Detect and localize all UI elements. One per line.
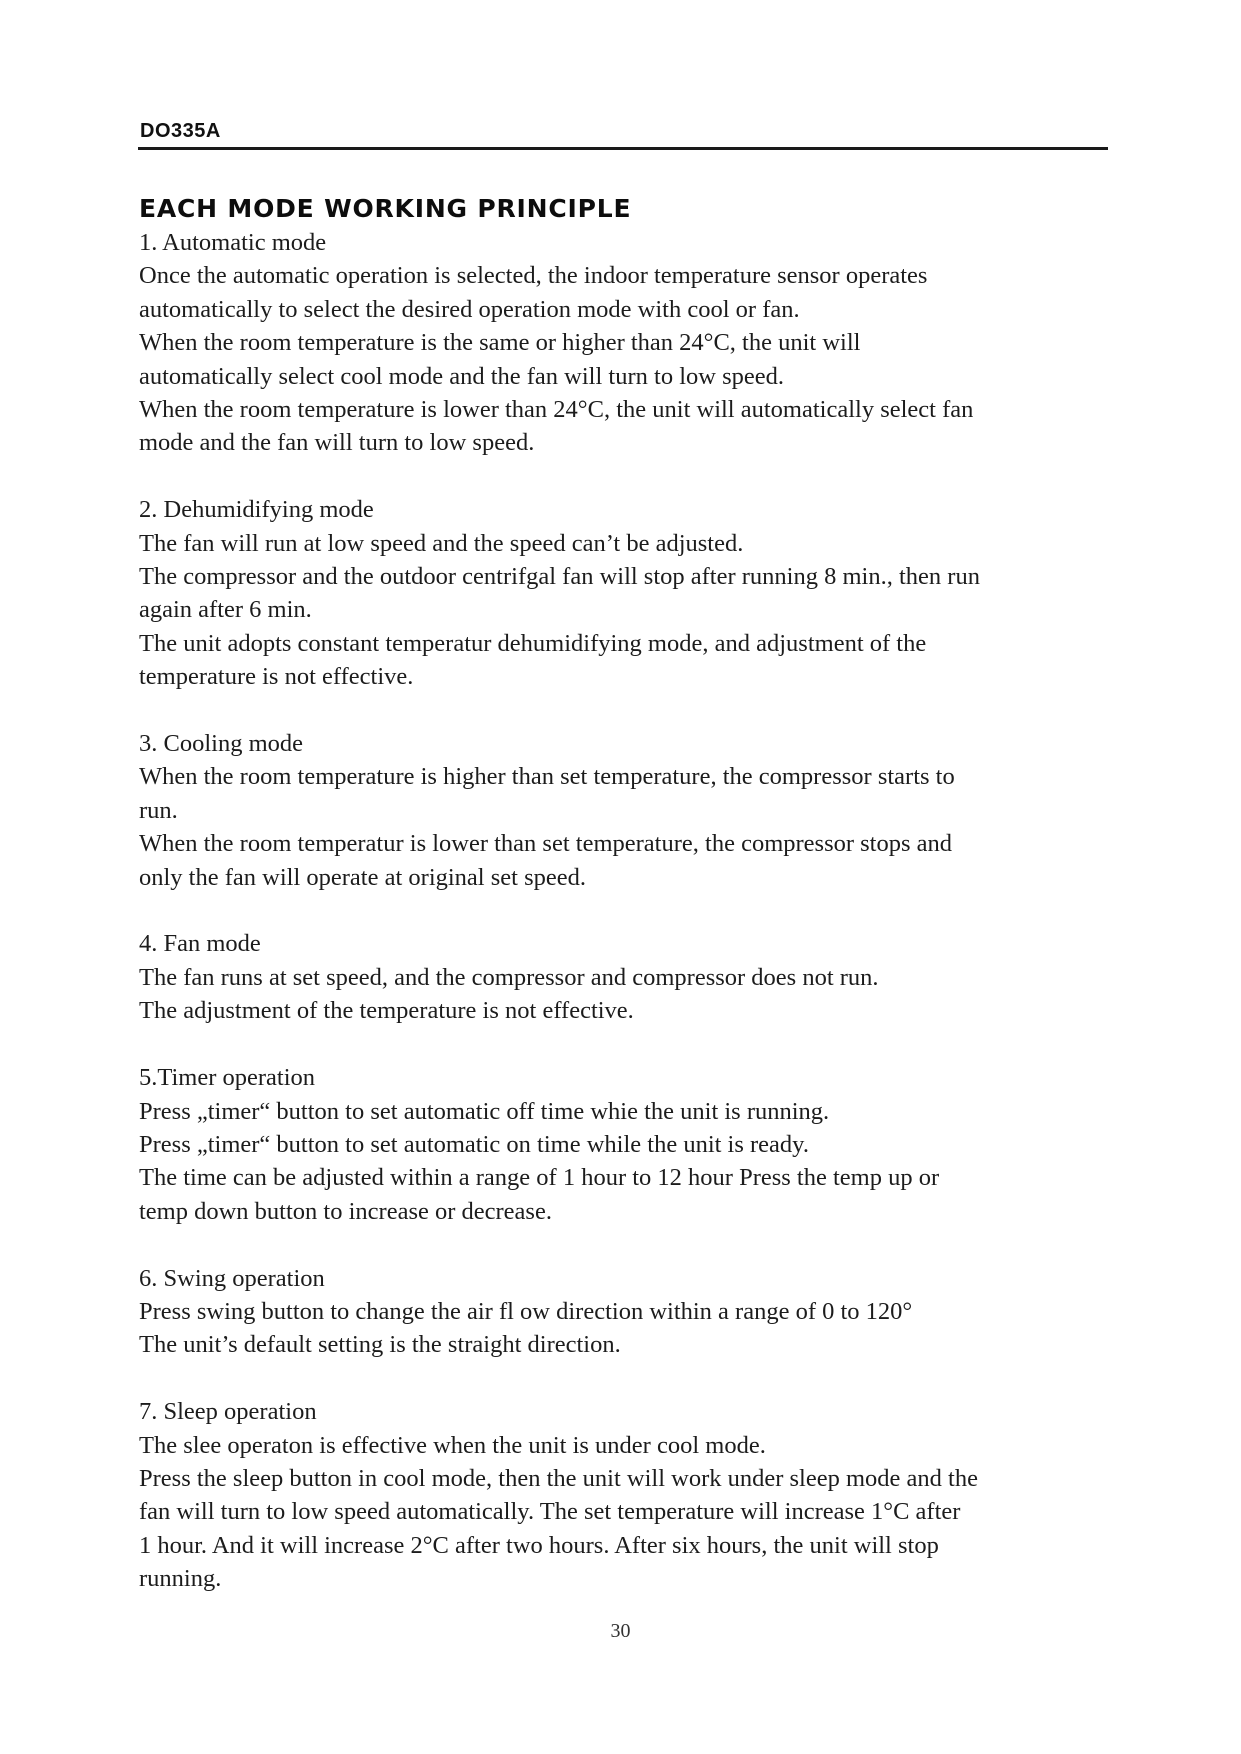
paragraph-line: The slee operaton is effective when the unit is under cool mode. <box>139 1431 766 1459</box>
paragraph-line: Press swing button to change the air fl ow direction within a range of 0 to 120° <box>139 1297 913 1325</box>
paragraph-line: Press „timer“ button to set automatic on time while the unit is ready. <box>139 1130 809 1158</box>
paragraph-line: When the room temperature is the same or higher than 24°C, the unit will <box>139 329 861 357</box>
paragraph-line: The unit’s default setting is the straight direction. <box>139 1331 621 1359</box>
paragraph-line: 1 hour. And it will increase 2°C after two hours. After six hours, the unit will stop <box>139 1531 939 1559</box>
paragraph-line: The time can be adjusted within a range of 1 hour to 12 hour Press the temp up or <box>139 1164 940 1192</box>
paragraph-line: automatically to select the desired operation mode with cool or fan. <box>139 295 800 323</box>
section-automatic-mode <box>139 226 1119 460</box>
page-title: EACH MODE WORKING PRINCIPLE <box>139 194 632 223</box>
paragraph-line: run. <box>139 796 178 824</box>
section-heading: 7. Sleep operation <box>139 1398 317 1426</box>
paragraph-line: Once the automatic operation is selected, the indoor temperature sensor operates <box>139 262 928 290</box>
section-heading: 2. Dehumidifying mode <box>139 496 374 524</box>
paragraph-line: The fan will run at low speed and the speed can’t be adjusted. <box>139 529 744 557</box>
page-number: 30 <box>610 1620 631 1642</box>
paragraph-line: The fan runs at set speed, and the compressor and compressor does not run. <box>139 963 879 991</box>
paragraph-line: mode and the fan will turn to low speed. <box>139 429 535 457</box>
paragraph-line: When the room temperatur is lower than set temperature, the compressor stops and <box>139 830 953 858</box>
paragraph-line: The compressor and the outdoor centrifgal fan will stop after running 8 min., then run <box>139 563 980 591</box>
section-swing-operation <box>139 1262 1119 1362</box>
section-cooling-mode <box>139 727 1119 894</box>
section-heading: 5.Timer operation <box>139 1064 316 1092</box>
section-dehumidifying-mode <box>139 493 1119 693</box>
paragraph-line: When the room temperature is higher than set temperature, the compressor starts to <box>139 763 955 791</box>
paragraph-line: The adjustment of the temperature is not effective. <box>139 997 634 1025</box>
paragraph-line: temperature is not effective. <box>139 663 414 691</box>
section-heading: 6. Swing operation <box>139 1264 325 1292</box>
paragraph-line: fan will turn to low speed automatically. The set temperature will increase 1°C after <box>139 1498 961 1526</box>
section-heading: 4. Fan mode <box>139 930 261 958</box>
paragraph-line: again after 6 min. <box>139 596 312 624</box>
header-divider <box>138 147 1108 150</box>
paragraph-line: automatically select cool mode and the fan will turn to low speed. <box>139 362 784 390</box>
paragraph-line: temp down button to increase or decrease. <box>139 1197 552 1225</box>
paragraph-line: The unit adopts constant temperatur dehumidifying mode, and adjustment of the <box>139 629 927 657</box>
section-fan-mode <box>139 927 1119 1027</box>
page-content <box>139 192 1119 1596</box>
paragraph-line: Press the sleep button in cool mode, then the unit will work under sleep mode and the <box>139 1464 978 1492</box>
model-code: DO335A <box>140 120 221 142</box>
section-heading: 1. Automatic mode <box>139 229 327 256</box>
section-heading: 3. Cooling mode <box>139 730 304 758</box>
paragraph-line: running. <box>139 1565 222 1593</box>
paragraph-line: When the room temperature is lower than 24°C, the unit will automatically select fan <box>139 396 974 424</box>
section-timer-operation <box>139 1061 1119 1228</box>
section-sleep-operation <box>139 1395 1119 1595</box>
paragraph-line: Press „timer“ button to set automatic off time whie the unit is running. <box>139 1097 830 1125</box>
paragraph-line: only the fan will operate at original set speed. <box>139 863 586 891</box>
